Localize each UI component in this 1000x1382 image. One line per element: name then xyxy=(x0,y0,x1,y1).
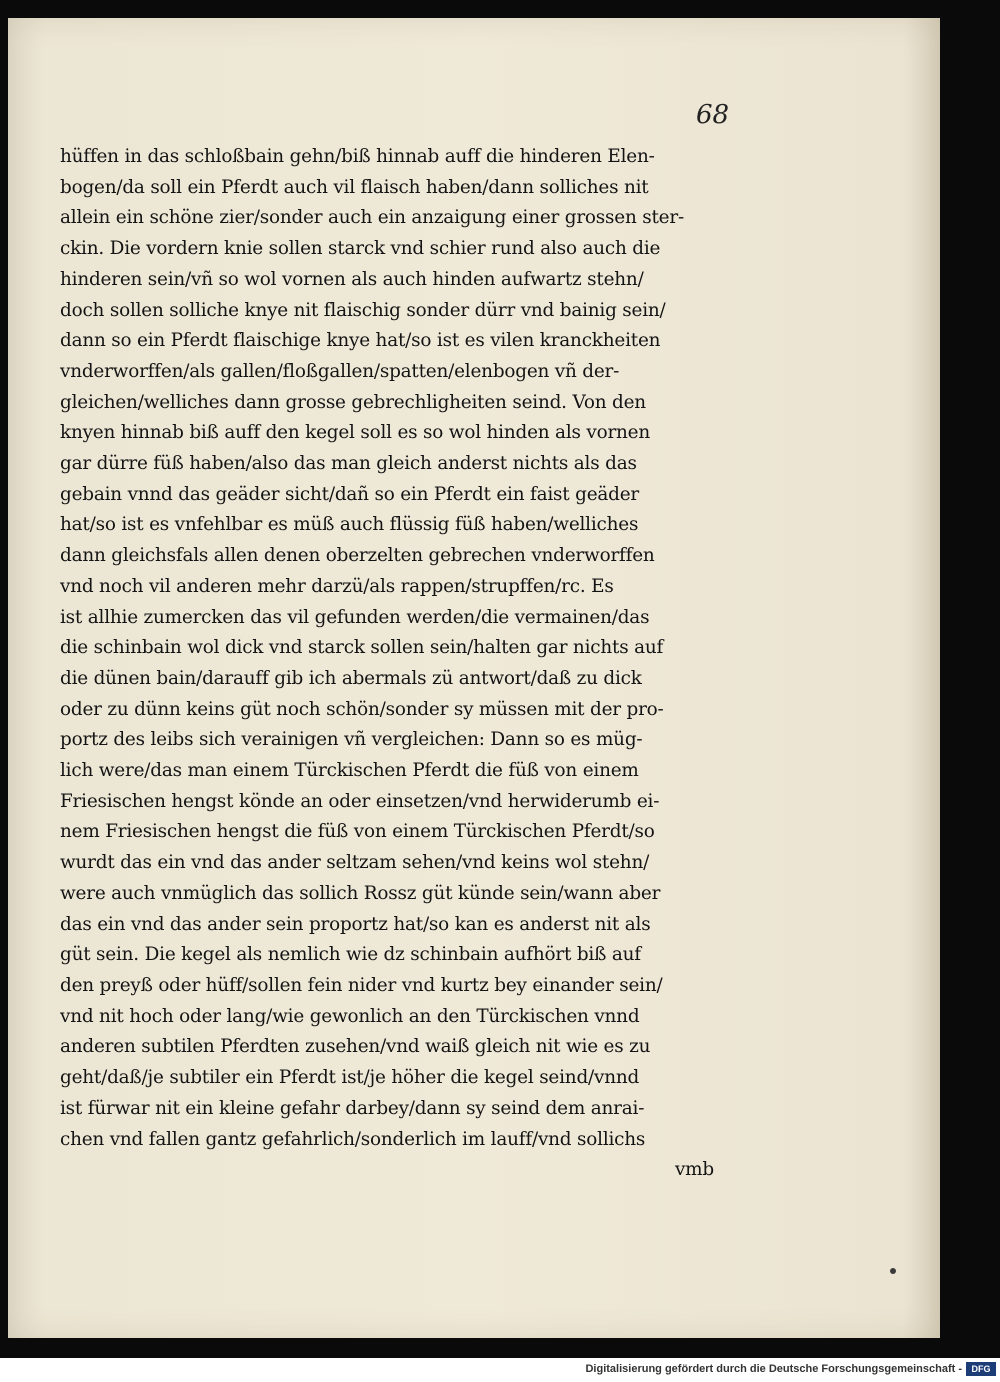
catchword: vmb xyxy=(674,1159,714,1181)
text-line: dann so ein Pferdt flaischige knye hat/so ist es vilen kranckheiten xyxy=(60,330,661,352)
text-line: die dünen bain/darauff gib ich abermals zü antwort/daß zu dick xyxy=(60,667,642,689)
text-line: hinderen sein/vñ so wol vornen als auch hinden aufwartz stehn/ xyxy=(60,268,644,290)
text-line: gleichen/welliches dann grosse gebrechligheiten seind. Von den xyxy=(60,391,646,413)
text-line: ist fürwar nit ein kleine gefahr darbey/dann sy seind dem anrai- xyxy=(60,1097,645,1119)
footer-bar xyxy=(0,1358,1000,1382)
text-line: hat/so ist es vnfehlbar es müß auch flüssig füß haben/welliches xyxy=(60,514,639,536)
dfg-logo-icon: DFG xyxy=(966,1362,996,1376)
footer-credit: Digitalisierung gefördert durch die Deutsche Forschungsgemeinschaft - xyxy=(585,1363,962,1375)
text-line: ckin. Die vordern knie sollen starck vnd schier rund also auch die xyxy=(60,238,661,260)
text-line: güt sein. Die kegel als nemlich wie dz schinbain aufhört biß auf xyxy=(60,944,641,966)
text-line: den preyß oder hüff/sollen fein nider vnd kurtz bey einander sein/ xyxy=(60,974,663,996)
text-line: chen vnd fallen gantz gefahrlich/sonderlich im lauff/vnd sollichs xyxy=(60,1128,646,1150)
text-line: bogen/da soll ein Pferdt auch vil flaisch haben/dann solliches nit xyxy=(60,176,649,198)
text-line: vnd noch vil anderen mehr darzü/als rappen/strupffen/rc. Es xyxy=(60,575,614,597)
text-line: vnd nit hoch oder lang/wie gewonlich an den Türckischen vnnd xyxy=(60,1005,640,1027)
text-line: doch sollen solliche knye nit flaischig sonder dürr vnd bainig sein/ xyxy=(60,299,666,321)
page-number: 68 xyxy=(696,100,730,130)
text-line: anderen subtilen Pferdten zusehen/vnd waiß gleich nit wie es zu xyxy=(60,1036,651,1058)
page-text-block xyxy=(60,142,750,1186)
text-line: Friesischen hengst könde an oder einsetzen/vnd herwiderumb ei- xyxy=(60,790,660,812)
text-line: gar dürre füß haben/also das man gleich anderst nichts als das xyxy=(60,453,637,475)
text-line: ist allhie zumercken das vil gefunden werden/die vermainen/das xyxy=(60,606,650,628)
text-line: gebain vnnd das geäder sicht/dañ so ein Pferdt ein faist geäder xyxy=(60,483,639,505)
text-line: die schinbain wol dick vnd starck sollen sein/halten gar nichts auf xyxy=(60,637,664,659)
text-line: geht/daß/je subtiler ein Pferdt ist/je höher die kegel seind/vnnd xyxy=(60,1067,640,1089)
text-line: oder zu dünn keins güt noch schön/sonder sy müssen mit der pro- xyxy=(60,698,664,720)
text-line: portz des leibs sich verainigen vñ vergleichen: Dann so es müg- xyxy=(60,729,643,751)
text-line: lich were/das man einem Türckischen Pferdt die füß von einem xyxy=(60,760,639,782)
ink-smudge xyxy=(890,1268,896,1274)
text-line: vnderworffen/als gallen/floßgallen/spatten/elenbogen vñ der- xyxy=(60,360,620,382)
book-page xyxy=(8,18,940,1338)
text-line: dann gleichsfals allen denen oberzelten gebrechen vnderworffen xyxy=(60,545,655,567)
text-line: allein ein schöne zier/sonder auch ein anzaigung einer grossen ster- xyxy=(60,207,684,229)
text-line: were auch vnmüglich das sollich Rossz güt künde sein/wann aber xyxy=(60,882,661,904)
text-line: das ein vnd das ander sein proportz hat/so kan es anderst nit als xyxy=(60,913,651,935)
text-line: knyen hinnab biß auff den kegel soll es so wol hinden als vornen xyxy=(60,422,651,444)
text-line: wurdt das ein vnd das ander seltzam sehen/vnd keins wol stehn/ xyxy=(60,852,650,874)
text-line: hüffen in das schloßbain gehn/biß hinnab auff die hinderen Elen- xyxy=(60,146,655,167)
text-line: nem Friesischen hengst die füß von einem Türckischen Pferdt/so xyxy=(60,821,655,843)
